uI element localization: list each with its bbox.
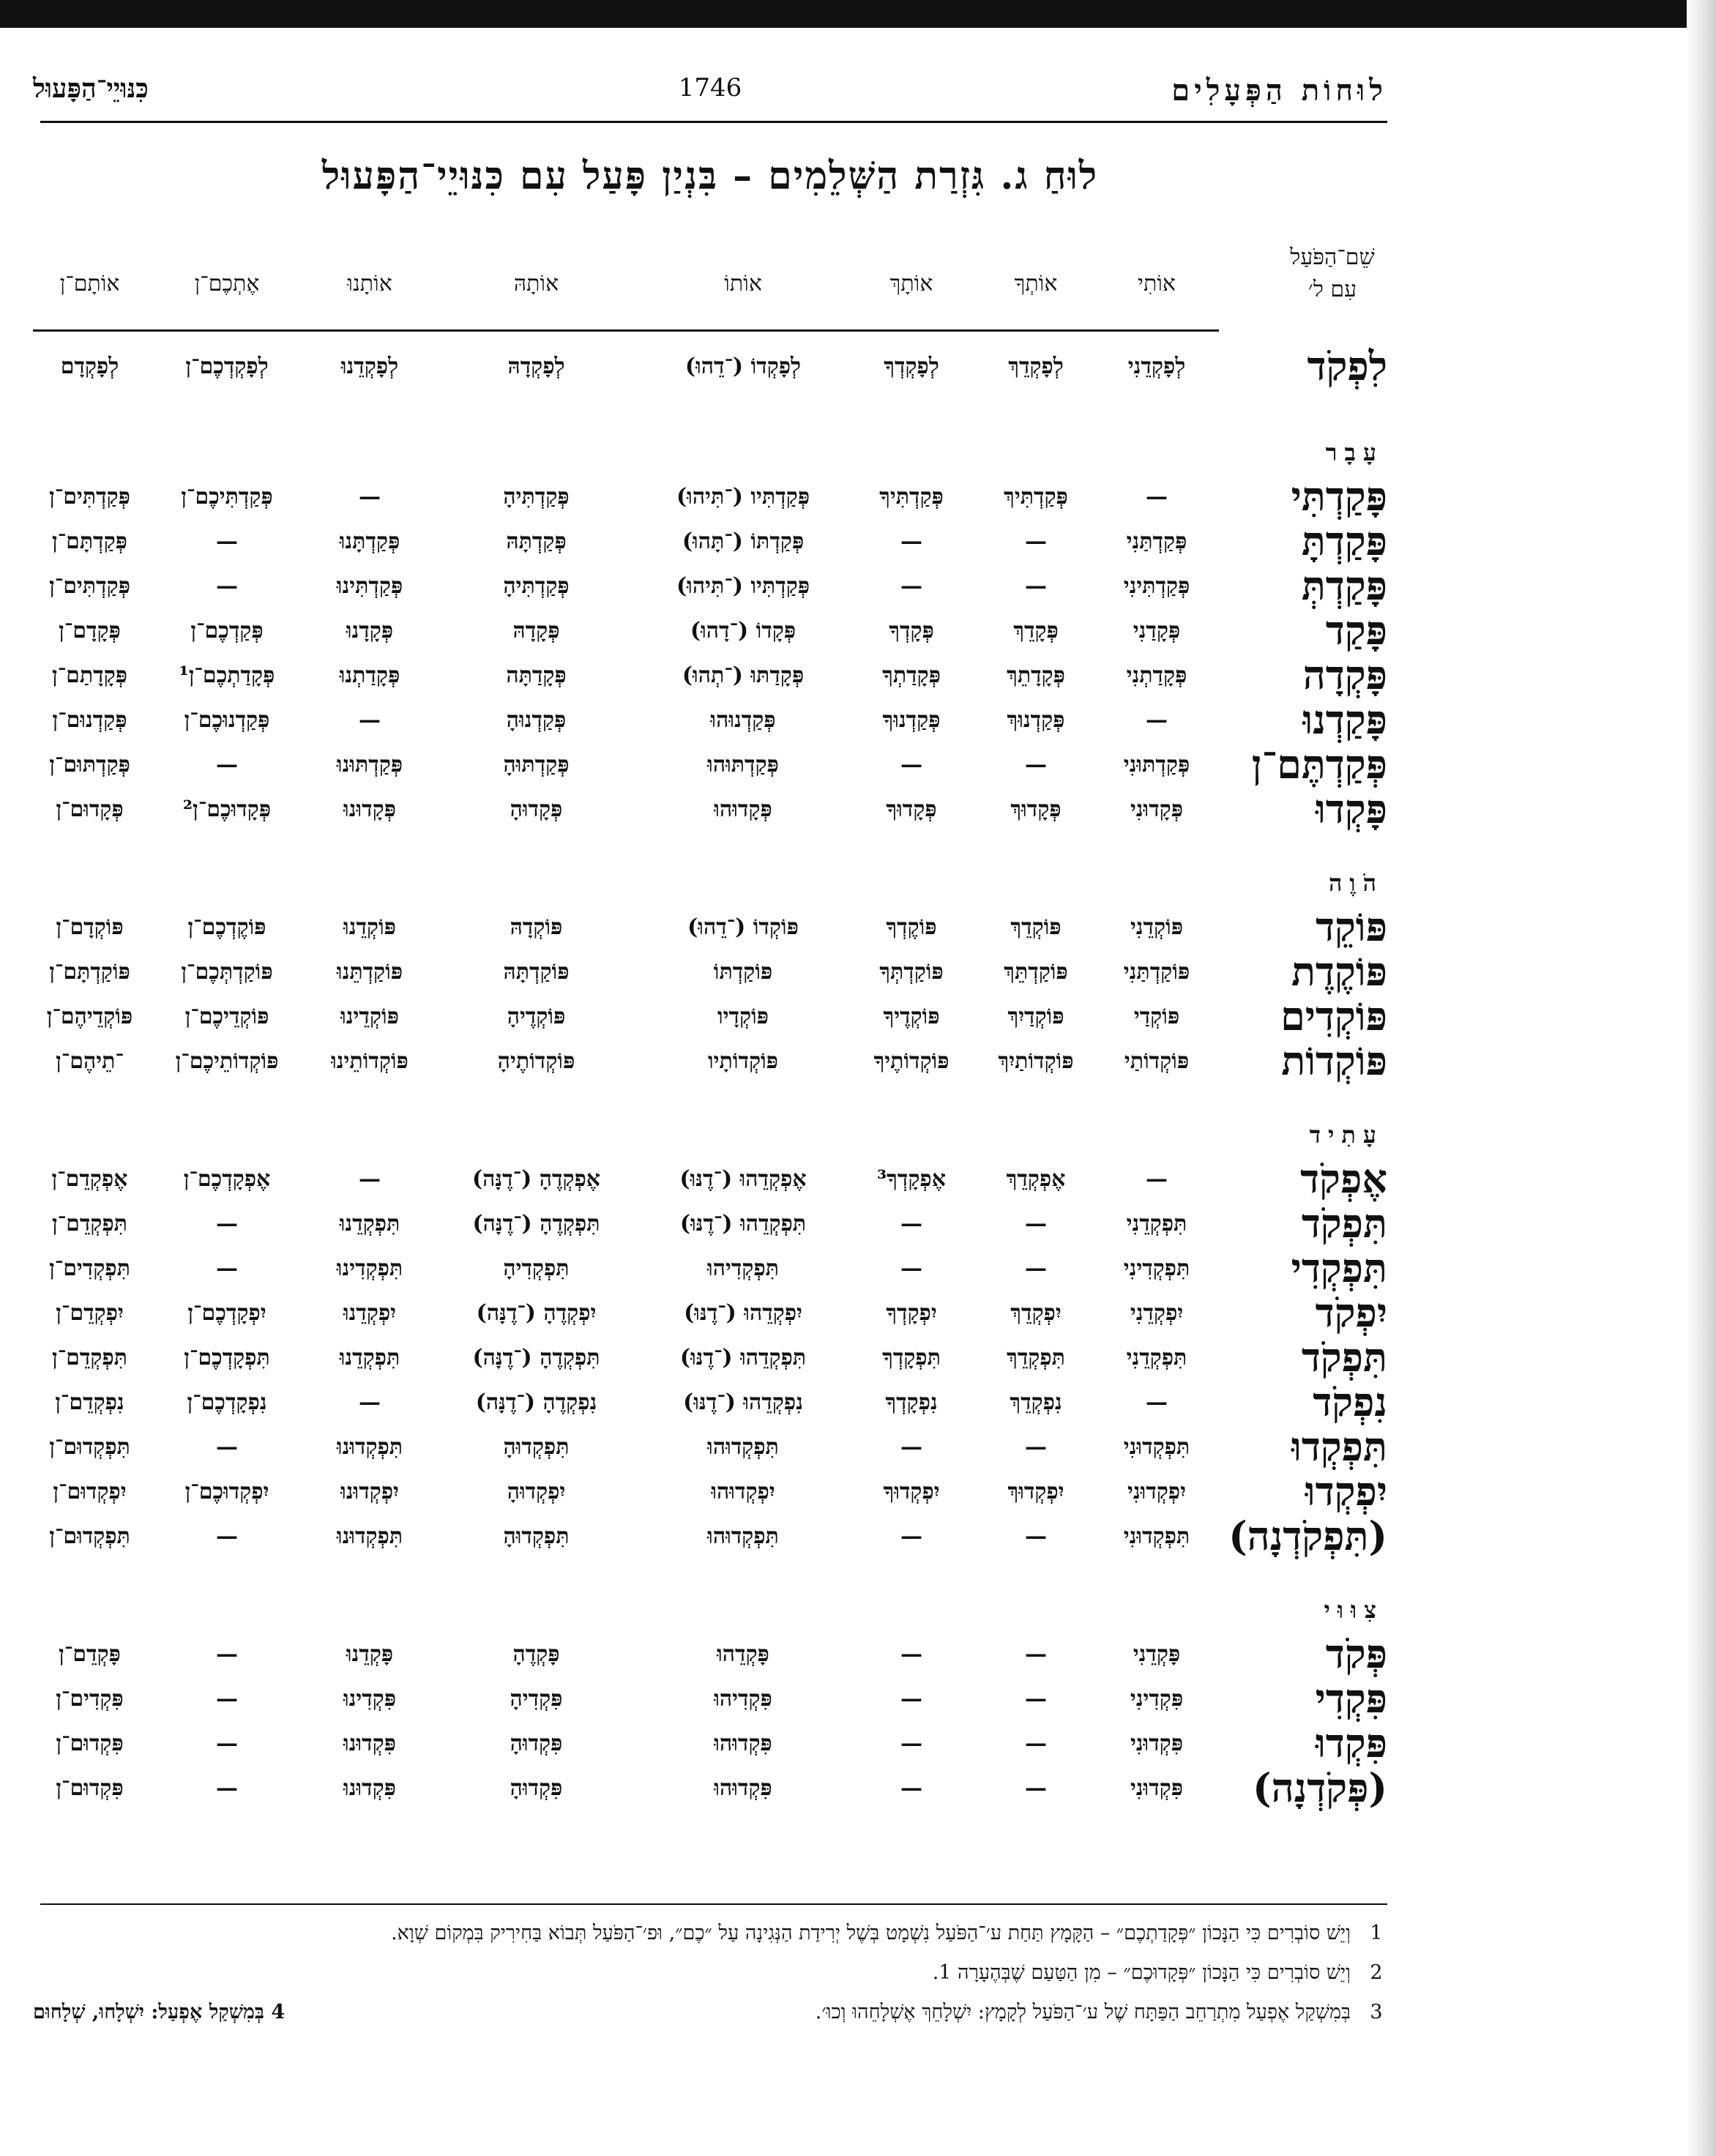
table-cell: — xyxy=(1146,1390,1168,1415)
column-header: אוֹתָהּ xyxy=(513,271,559,296)
table-row xyxy=(33,1766,1387,1810)
footnote-number: 3 xyxy=(1370,2001,1383,2023)
base-form: פִּקְדוּ xyxy=(1315,1720,1387,1767)
table-cell: פְּקַדְתּוּנוּ xyxy=(336,752,403,777)
table-cell: פְּקָדוּהוּ xyxy=(714,797,772,822)
table-cell: תִּפְקְדוּנִי xyxy=(1123,1523,1190,1549)
table-cell: תִּפְקָדְכֶם־ן xyxy=(184,1345,270,1370)
table-cell: — xyxy=(900,1211,922,1236)
footnote-number: 1 xyxy=(1370,1922,1383,1944)
table-cell: פְּקַדְנוּךְ xyxy=(1007,707,1065,733)
table-cell: פָּקְדֵנִי xyxy=(1133,1641,1181,1667)
table-cell: נִפְקְדֵהוּ (־דֶנּוּ) xyxy=(683,1390,803,1415)
table-cell: — xyxy=(1025,752,1047,777)
table-cell: — xyxy=(1025,1686,1047,1712)
table-cell: — xyxy=(216,1211,238,1236)
table-cell: — xyxy=(216,752,238,777)
table-cell: פּוֹקְדוֹ (־דֵהוּ) xyxy=(687,914,799,940)
footnote xyxy=(33,1958,1387,1988)
table-cell: — xyxy=(359,1166,381,1192)
table-cell: פּוֹקְדָהּ xyxy=(510,914,563,940)
table-cell: פּוֹקְדֵינוּ xyxy=(340,1004,399,1029)
column-header: אוֹתְךָ xyxy=(1014,271,1058,296)
table-cell: פִּקְדוּנוּ xyxy=(343,1775,396,1801)
base-form: תִּפְקְדִי xyxy=(1291,1245,1387,1291)
scan-page-edge xyxy=(1687,0,1716,2156)
table-cell: — xyxy=(900,1686,922,1712)
table-cell: — xyxy=(1025,1731,1047,1756)
table-cell: תִּפְקְדִים־ן xyxy=(49,1256,130,1281)
footnotes xyxy=(33,1918,1387,2037)
table-cell: — xyxy=(216,1641,238,1667)
table-cell: לְפָקְדְךָ xyxy=(884,354,939,379)
table-cell: תִּפְקְדֵם־ן xyxy=(52,1211,127,1236)
table-cell: פִּקְדִיהָ xyxy=(510,1686,563,1712)
table-cell: פְּקַדְנוּהוּ xyxy=(710,707,776,733)
table-cell: לְפָקְדָם xyxy=(60,354,119,379)
table-cell: פְּקַדְתִּיו (־תִּיהוּ) xyxy=(676,484,810,510)
base-form: פּוֹקְדוֹת xyxy=(1281,1037,1387,1084)
table-cell: תִּפְקְדוּם־ן xyxy=(49,1434,130,1460)
table-row xyxy=(33,742,1387,787)
table-cell: פִּקְדִינִי xyxy=(1130,1686,1184,1712)
footnote-aside: 4 בְּמִשְׁקַל אֶפְעַל: יִשְׁלָחוּ, שְׁלָחוּם xyxy=(33,2001,286,2023)
table-cell: פְּקַדְתִּינִי xyxy=(1123,573,1190,599)
table-cell: פְּקַדְתָּהּ xyxy=(506,529,567,554)
table-cell: פְּקָדוּהָ xyxy=(510,797,563,822)
table-cell: פְּקָדַנִי xyxy=(1133,618,1181,644)
table-cell: פּוֹקְדוֹתֶיךָ xyxy=(873,1048,950,1074)
table-cell: פְּקַדְתִּיךָ xyxy=(879,484,944,510)
table-cell: יִפְקְדֵנִי xyxy=(1130,1300,1184,1326)
table-row xyxy=(33,1201,1387,1246)
table-cell: פּוֹקְדַי xyxy=(1133,1004,1180,1029)
table-cell: פְּקָדֵךְ xyxy=(1013,618,1059,644)
corner-header: שֵׁם־הַפֹּעַל עִם ל׳ xyxy=(1290,245,1375,302)
table-row xyxy=(33,474,1387,519)
table-cell: נִפְקָדְךָ xyxy=(885,1390,938,1415)
table-cell: תִּפְקְדוּהָ xyxy=(503,1434,570,1460)
table-cell: פִּקְדִיהוּ xyxy=(714,1686,772,1712)
table-cell: פְּקַדְתִּיךְ xyxy=(1004,484,1068,510)
table-cell: פּוֹקְדָם־ן xyxy=(56,914,124,940)
table-row xyxy=(33,950,1387,994)
tense-sections xyxy=(33,430,1387,1810)
table-cell: — xyxy=(1025,1434,1047,1460)
table-cell: — xyxy=(216,1523,238,1549)
table-cell: תִּפְקְדִיהוּ xyxy=(707,1256,779,1281)
table-cell: — xyxy=(1025,1523,1047,1549)
table-cell: יִפְקְדֵהוּ (־דֶנּוּ) xyxy=(684,1300,802,1326)
table-cell: תִּפְקְדֵנוּ xyxy=(339,1345,400,1370)
table-cell: ־תֵיהֶם־ן xyxy=(56,1048,124,1074)
table-cell: — xyxy=(1025,529,1047,554)
table-cell: — xyxy=(359,484,381,510)
table-cell: פְּקָדָנוּ xyxy=(346,618,394,644)
column-header: אֶתְכֶם־ן xyxy=(194,271,260,296)
table-cell: אֶפְקְדֵהוּ (־דֶנּוּ) xyxy=(679,1166,807,1192)
base-form: פְּקַדְתֶּם־ן xyxy=(1251,741,1387,788)
table-cell: לְפָקְדָהּ xyxy=(507,354,565,379)
table-cell: פָּקְדֵם־ן xyxy=(59,1641,121,1667)
table-cell: פּוֹקְדֵיהֶם־ן xyxy=(46,1004,133,1029)
table-cell: תִּפְקְדִיהָ xyxy=(503,1256,570,1281)
column-headers xyxy=(33,242,1387,329)
table-cell: פְּקָדוּנִי xyxy=(1130,797,1184,822)
table-cell: פְּקַדְתָּם־ן xyxy=(52,529,127,554)
table-cell: — xyxy=(1146,707,1168,733)
table-cell: — xyxy=(1025,1211,1047,1236)
table-row xyxy=(33,1721,1387,1766)
table-cell: — xyxy=(1025,1256,1047,1281)
table-cell: פְּקָדוּנוּ xyxy=(343,797,396,822)
table-cell: פְּקַדְתִּיכֶם־ן xyxy=(181,484,273,510)
base-form: פּוֹקְדִים xyxy=(1280,993,1387,1040)
table-cell: אֶפְקְדֶהָ (־דֶנָּה) xyxy=(471,1166,601,1192)
table-cell: פְּקַדְכֶם־ן xyxy=(190,618,264,644)
table-cell: פְּקַדְתּוּם־ן xyxy=(49,752,130,777)
table-cell: — xyxy=(359,707,381,733)
table-cell: — xyxy=(900,1523,922,1549)
table-row xyxy=(33,698,1387,742)
table-cell: פְּקָדַתְךָ xyxy=(882,663,941,688)
table-cell: אֶפְקָדְךָ³ xyxy=(877,1166,946,1192)
table-cell: פְּקַדְתִּים־ן xyxy=(49,484,130,510)
table-cell: פְּקַדְתּוּהוּ xyxy=(707,752,779,777)
running-head xyxy=(33,73,1387,117)
table-cell: פְּקַדְתִּינוּ xyxy=(336,573,403,599)
table-cell: פִּקְדוּם־ן xyxy=(56,1775,124,1801)
base-form: פָּקְדוּ xyxy=(1315,786,1387,832)
table-cell: פְּקַדְתּוֹ (־תָּהוּ) xyxy=(682,529,805,554)
table-cell: — xyxy=(216,573,238,599)
table-cell: פּוֹקַדְתְּךָ xyxy=(879,959,944,985)
table-cell: — xyxy=(216,1686,238,1712)
table-cell: אֶפְקָדְכֶם־ן xyxy=(183,1166,271,1192)
table-cell: יִפְקְדוּהוּ xyxy=(711,1479,775,1504)
table-cell: — xyxy=(900,529,922,554)
table-cell: פְּקָדוֹ (־דָהוּ) xyxy=(690,618,797,644)
table-cell: נִפְקָדְכֶם־ן xyxy=(187,1390,267,1415)
base-form: פִּקְדִי xyxy=(1315,1675,1387,1722)
running-head-title: לוּחוֹת הַפְּעָלִים xyxy=(1171,73,1387,108)
table-cell: — xyxy=(216,1434,238,1460)
table-cell: פּוֹקַדְתֵּנוּ xyxy=(336,959,403,985)
table-cell: יִפְקְדֶהָ (־דֶנָּה) xyxy=(476,1300,597,1326)
table-title: לוּחַ ג. גִּזְרַת הַשְּׁלֵמִים – בִּנְיַן פָּעַל עִם כִּנּוּיֵי־הַפָּעוּל xyxy=(321,154,1099,198)
document-page xyxy=(33,44,1387,2138)
table-cell: פְּקַדְתּוּהָ xyxy=(503,752,570,777)
table-row xyxy=(33,1514,1387,1559)
table-row xyxy=(33,1291,1387,1335)
table-cell: פִּקְדוּהוּ xyxy=(714,1731,772,1756)
table-cell: יִפְקְדוּם־ן xyxy=(53,1479,127,1504)
table-cell: — xyxy=(1025,1641,1047,1667)
table-cell: פּוֹקְדֵךְ xyxy=(1010,914,1062,940)
column-header: אוֹתָם־ן xyxy=(59,271,120,296)
footnote xyxy=(33,1918,1387,1949)
base-form: נִפְקֹד xyxy=(1313,1379,1387,1425)
table-cell: פָּקְדֵנוּ xyxy=(346,1641,394,1667)
table-row xyxy=(33,519,1387,564)
table-cell: — xyxy=(359,1390,381,1415)
table-row xyxy=(33,1039,1387,1083)
table-row xyxy=(33,1335,1387,1380)
base-form: פָּקְדָה xyxy=(1302,652,1387,698)
table-cell: פִּקְדוּם־ן xyxy=(56,1731,124,1756)
table-cell: פְּקָדַתָּה xyxy=(506,663,567,688)
table-cell: תִּפְקְדוּנוּ xyxy=(336,1434,403,1460)
table-cell: תִּפְקְדֵם־ן xyxy=(52,1345,127,1370)
footnote-text: וְיֵשׁ סוֹבְרִים כִּי הַנָּכוֹן ״פְּקָדַתְכֶם״ – הַקָּמָץ תַּחַת ע׳־הַפֹּעַל נִשְׁמָט בְּשֶׁל יְרִידַת הַנְּגִינָה עַל ״כֶם״, וּפ׳־הַפֹּעַל תְּבוֹא בַּחִירִיק בִּמְקוֹם שְׁוָא. xyxy=(391,1922,1351,1944)
column-header: אוֹתָנוּ xyxy=(347,271,392,296)
table-cell: פִּקְדוּהָ xyxy=(510,1731,563,1756)
table-row xyxy=(33,787,1387,832)
table-cell: פָּקְדֶהָ xyxy=(512,1641,560,1667)
table-cell: תִּפְקְדֵנִי xyxy=(1126,1211,1187,1236)
table-cell: תִּפְקְדֶהָ (־דֶנָּה) xyxy=(472,1345,600,1370)
base-form: פּוֹקֶדֶת xyxy=(1291,948,1387,995)
table-cell: לְפָקְדְכֶם־ן xyxy=(185,354,269,379)
table-cell: פְּקַדְנוּהָ xyxy=(506,707,567,733)
table-cell: פְּקָדָתַם־ן xyxy=(52,663,127,688)
table-cell: תִּפְקְדוּהָ xyxy=(503,1523,570,1549)
table-cell: — xyxy=(216,1775,238,1801)
base-form: אֶפְקֹד xyxy=(1300,1155,1387,1202)
section-title: עָבָר xyxy=(1325,439,1384,466)
table-cell: פְּקָדָהּ xyxy=(512,618,560,644)
table-cell: תִּפְקְדוּנִי xyxy=(1123,1434,1190,1460)
table-cell: יִפְקְדוּנִי xyxy=(1127,1479,1186,1504)
table-cell: — xyxy=(900,573,922,599)
table-cell: פּוֹקֶדְכֶם־ן xyxy=(187,914,266,940)
table-cell: פְּקַדְנוּךָ xyxy=(882,707,941,733)
table-cell: פְּקַדְתִּיהָ xyxy=(503,484,570,510)
table-cell: פְּקָדוּךְ xyxy=(1010,797,1062,822)
base-form: פָּקַדְתִּי xyxy=(1291,473,1387,520)
table-cell: פְּקַדְנוּכֶם־ן xyxy=(184,707,270,733)
table-cell: פְּקָדַתְנִי xyxy=(1126,663,1187,688)
table-cell: תִּפְקָדְךָ xyxy=(882,1345,941,1370)
table-cell: לְפָקְדֵנוּ xyxy=(340,354,399,379)
table-cell: פְּקָדוּם־ן xyxy=(56,797,124,822)
footnote-text: וְיֵשׁ סוֹבְרִים כִּי הַנָּכוֹן ״פְּקָדוּכֶם״ – מִן הַטַּעַם שֶׁבְּהֶעָרָה 1. xyxy=(932,1961,1351,1984)
table-row xyxy=(33,1632,1387,1676)
scan-top-border xyxy=(0,0,1716,28)
footnote-number: 2 xyxy=(1370,1961,1383,1984)
table-cell: לְפָקְדֵנִי xyxy=(1127,354,1186,379)
table-cell: פּוֹקְדָיו xyxy=(717,1004,769,1029)
column-header: אוֹתוֹ xyxy=(724,271,762,296)
column-header: אוֹתִי xyxy=(1138,271,1176,296)
table-cell: פּוֹקְדוֹתַי xyxy=(1124,1048,1190,1074)
page-number: 1746 xyxy=(678,73,742,102)
table-cell: פּוֹקְדֵנִי xyxy=(1130,914,1184,940)
base-form: פָּקַדְתָּ xyxy=(1301,518,1387,564)
table-cell: תִּפְקְדֵהוּ (־דֶנּוּ) xyxy=(679,1211,807,1236)
table-cell: תִּפְקְדֵךְ xyxy=(1007,1345,1065,1370)
table-cell: פְּקַדְנוּם־ן xyxy=(52,707,127,733)
table-cell: פְּקָדוּךָ xyxy=(886,797,937,822)
running-head-section: כִּנּוּיֵי־הַפָּעוּל xyxy=(33,73,149,104)
table-cell: פּוֹקְדוֹתַיִךְ xyxy=(998,1048,1074,1074)
table-cell: תִּפְקְדֵנִי xyxy=(1126,1345,1187,1370)
table-cell: פּוֹקֶדְךָ xyxy=(886,914,937,940)
table-cell: פְּקָדַתּוּ (־תְהוּ) xyxy=(682,663,805,688)
table-cell: פּוֹקְדוֹתֵיכֶם־ן xyxy=(175,1048,279,1074)
table-row xyxy=(33,1380,1387,1425)
table-cell: יִפְקְדוּךְ xyxy=(1007,1479,1064,1504)
table-cell: פּוֹקְדוֹתֵינוּ xyxy=(331,1048,409,1074)
table-cell: לְפָקְדוֹ (־דֵהוּ) xyxy=(684,354,802,379)
table-cell: פְּקַדְתִּים־ן xyxy=(49,573,130,599)
table-cell: פִּקְדוּנִי xyxy=(1130,1775,1184,1801)
table-cell: — xyxy=(1025,573,1047,599)
table-cell: פְּקָדְךָ xyxy=(889,618,934,644)
table-cell: יִפְקְדוּהָ xyxy=(507,1479,566,1504)
table-cell: תִּפְקְדוּם־ן xyxy=(49,1523,130,1549)
table-cell: תִּפְקְדוּהוּ xyxy=(707,1523,779,1549)
table-cell: פּוֹקַדְתָּהּ xyxy=(503,959,570,985)
table-row xyxy=(33,1246,1387,1291)
table-cell: — xyxy=(900,752,922,777)
section-title: עָתִיד xyxy=(1309,1121,1384,1149)
table-cell: פְּקַדְתָּנוּ xyxy=(339,529,400,554)
table-cell: תִּפְקְדוּהוּ xyxy=(707,1434,779,1460)
table-cell: פְּקַדְתַּנִי xyxy=(1126,529,1187,554)
table-cell: יִפְקְדֵךְ xyxy=(1010,1300,1062,1326)
footnote xyxy=(33,1997,1387,2028)
table-row xyxy=(33,905,1387,950)
table-cell: — xyxy=(1146,1166,1168,1192)
base-form: תִּפְקֹד xyxy=(1301,1200,1387,1247)
infinitive-row xyxy=(33,332,1387,401)
table-cell: פְּקָדַתְכֶם־ן¹ xyxy=(179,663,275,688)
table-cell: תִּפְקְדוּנוּ xyxy=(336,1523,403,1549)
base-form: יִפְקְדוּ xyxy=(1305,1468,1387,1515)
table-cell: יִפְקְדֵנוּ xyxy=(343,1300,397,1326)
table-cell: פּוֹקְדֶיךָ xyxy=(883,1004,940,1029)
base-form: פָּקַד xyxy=(1325,607,1387,654)
table-cell: פְּקַדְתִּיו (־תִּיהוּ) xyxy=(676,573,810,599)
table-cell: תִּפְקְדֵהוּ (־דֶנּוּ) xyxy=(679,1345,807,1370)
table-cell: יִפְקְדוּכֶם־ן xyxy=(184,1479,269,1504)
table-row xyxy=(33,564,1387,608)
table-cell: יִפְקָדְכֶם־ן xyxy=(187,1300,266,1326)
infinitive-form: לִפְקֹד xyxy=(1307,343,1387,389)
table-cell: — xyxy=(900,1641,922,1667)
table-cell: פּוֹקְדֵיכֶם־ן xyxy=(184,1004,269,1029)
base-form: פָּקַדְנוּ xyxy=(1302,696,1387,743)
table-cell: תִּפְקְדִינוּ xyxy=(336,1256,403,1281)
table-cell: פּוֹקְדוֹתָיו xyxy=(708,1048,778,1074)
table-cell: תִּפְקְדֶהָ (־דֶנָּה) xyxy=(472,1211,600,1236)
column-header: אוֹתָךְ xyxy=(889,271,933,296)
table-cell: פּוֹקַדְתַּנִי xyxy=(1123,959,1190,985)
table-cell: נִפְקְדֵם־ן xyxy=(55,1390,124,1415)
table-row xyxy=(33,608,1387,653)
base-form: (תִּפְקֹדְנָה) xyxy=(1228,1512,1387,1559)
base-form: (פְּקֹדְנָה) xyxy=(1253,1764,1387,1811)
table-cell: — xyxy=(1025,1775,1047,1801)
table-cell: פִּקְדִינוּ xyxy=(343,1686,397,1712)
table-cell: — xyxy=(1146,484,1168,510)
table-cell: לְפָקְדֵךְ xyxy=(1008,354,1064,379)
table-cell: — xyxy=(900,1434,922,1460)
table-cell: פִּקְדוּהָ xyxy=(510,1775,563,1801)
table-row xyxy=(33,1425,1387,1469)
table-row xyxy=(33,1676,1387,1721)
table-cell: פּוֹקַדְתּוֹ xyxy=(713,959,773,985)
table-cell: נִפְקְדֶהָ (־דֶנָּה) xyxy=(475,1390,597,1415)
table-cell: — xyxy=(216,1731,238,1756)
table-cell: פּוֹקְדוֹתֶיהָ xyxy=(497,1048,575,1074)
table-row xyxy=(33,1157,1387,1201)
table-cell: פְּקָדַתְנוּ xyxy=(339,663,400,688)
table-cell: — xyxy=(900,1731,922,1756)
table-cell: יִפְקְדוּנוּ xyxy=(340,1479,399,1504)
table-cell: — xyxy=(216,1256,238,1281)
footnote-text: בְּמִשְׁקַל אֶפְעַל מִתְרַחֵב הַפַּתָּח שֶׁל ע׳־הַפֹּעַל לְקָמָץ: יִשְׁלָחֵךְ אֶשְׁלָחֵהוּ וְכוּ׳. xyxy=(815,2001,1351,2023)
table-cell: פְּקָדָם־ן xyxy=(59,618,121,644)
table-cell: פִּקְדִים־ן xyxy=(56,1686,124,1712)
table-cell: פּוֹקְדֵנוּ xyxy=(343,914,396,940)
table-cell: פִּקְדוּנִי xyxy=(1130,1731,1184,1756)
table-cell: יִפְקְדוּךָ xyxy=(883,1479,940,1504)
table-cell: — xyxy=(216,529,238,554)
table-cell: פִּקְדוּנוּ xyxy=(343,1731,396,1756)
table-cell: יִפְקָדְךָ xyxy=(886,1300,937,1326)
base-form: פָּקַדְתְּ xyxy=(1301,562,1387,609)
base-form: פְּקֹד xyxy=(1325,1630,1387,1677)
table-cell: אֶפְקְדֵם־ן xyxy=(51,1166,128,1192)
conjugation-table xyxy=(33,242,1387,1810)
table-row xyxy=(33,1469,1387,1514)
table-cell: תִּפְקְדֵנוּ xyxy=(339,1211,400,1236)
table-cell: פְּקָדוּכֶם־ן² xyxy=(182,797,272,822)
base-form: יִפְקֹד xyxy=(1315,1289,1387,1336)
header-rule xyxy=(40,121,1387,123)
table-cell: פּוֹקַדְתָּם־ן xyxy=(49,959,130,985)
table-cell: פּוֹקַדְתְּכֶם־ן xyxy=(181,959,273,985)
table-cell: פְּקַדְתּוּנִי xyxy=(1123,752,1190,777)
table-cell: פּוֹקְדֶיהָ xyxy=(507,1004,566,1029)
base-form: תִּפְקְדוּ xyxy=(1291,1423,1387,1470)
table-cell: פּוֹקְדַיִךְ xyxy=(1007,1004,1064,1029)
table-cell: נִפְקְדֵךְ xyxy=(1010,1390,1062,1415)
table-cell: פְּקָדָתֵךְ xyxy=(1007,663,1065,688)
base-form: תִּפְקֹד xyxy=(1301,1334,1387,1381)
section-title: הֹוֶה xyxy=(1329,869,1384,897)
table-cell: יִפְקְדֵם־ן xyxy=(56,1300,124,1326)
table-cell: פָּקְדֵהוּ xyxy=(717,1641,769,1667)
table-cell: פּוֹקַדְתֵּךְ xyxy=(1004,959,1068,985)
footnote-rule xyxy=(40,1903,1387,1905)
table-cell: אֶפְקְדֵךְ xyxy=(1006,1166,1066,1192)
table-row xyxy=(33,653,1387,698)
base-form: פּוֹקֵד xyxy=(1315,903,1387,950)
table-row xyxy=(33,994,1387,1039)
section-title: צִוּוּי xyxy=(1324,1596,1384,1624)
table-cell: פְּקַדְתִּיהָ xyxy=(503,573,570,599)
table-cell: תִּפְקְדִינִי xyxy=(1123,1256,1190,1281)
table-cell: — xyxy=(900,1775,922,1801)
table-cell: — xyxy=(900,1256,922,1281)
table-cell: פִּקְדוּהוּ xyxy=(714,1775,772,1801)
